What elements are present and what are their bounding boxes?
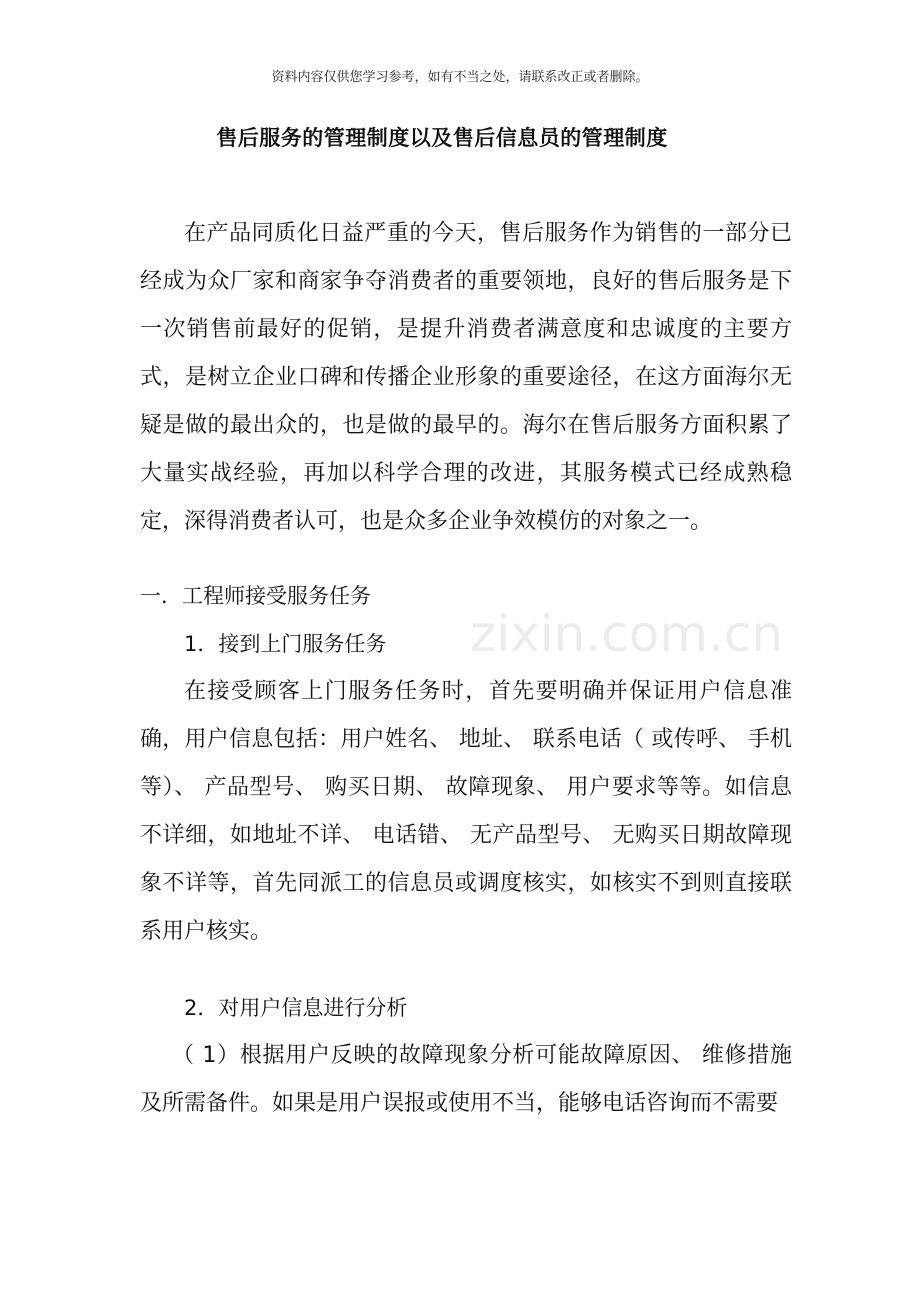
subsection-2-heading: 2．对用户信息进行分析 bbox=[184, 996, 408, 1020]
subsection-2-paragraph: （ 1）根据用户反映的故障现象分析可能故障原因、 维修措施及所需备件。如果是用户误报或使用不当，能够电话咨询而不需要 bbox=[140, 1043, 792, 1116]
document-title: 售后服务的管理制度以及售后信息员的管理制度 bbox=[216, 126, 668, 150]
subsection-1-heading: 1．接到上门服务任务 bbox=[184, 632, 387, 656]
intro-paragraph: 在产品同质化日益严重的今天，售后服务作为销售的一部分已经成为众厂家和商家争夺消费者的重要领地，良好的售后服务是下一次销售前最好的促销，是提升消费者满意度和忠诚度的主要方式，是树立企业口碑和传播企业形象的重要途径，在这方面海尔无疑是做的最出众的，也是做的最早的。海尔在售后服务方面积累了大量实战经验，再加以科学合理的改进，其服务模式已经成熟稳定，深得消费者认可，也是众多企业争效模仿的对象之一。 bbox=[140, 221, 792, 534]
header-note: 资料内容仅供您学习参考，如有不当之处，请联系改正或者删除。 bbox=[271, 70, 649, 85]
watermark: zixin.com.cn bbox=[470, 605, 784, 663]
subsection-1-paragraph: 在接受顾客上门服务任务时，首先要明确并保证用户信息准确，用户信息包括：用户姓名、 地址、 联系电话（ 或传呼、 手机等）、 产品型号、 购买日期、 故障现象、 用户要求等等。如信息不详细，如地址不详、 电话错、 无产品型号、 无购买日期故障现象不详等，首先同派工的信息员或调度核实，如核实不到则直接联系用户核实。 bbox=[140, 679, 792, 944]
section-1-heading: 一．工程师接受服务任务 bbox=[140, 584, 371, 608]
section-1-block bbox=[140, 572, 792, 956]
subsection-2-block bbox=[140, 984, 792, 1128]
intro-block bbox=[140, 210, 792, 546]
